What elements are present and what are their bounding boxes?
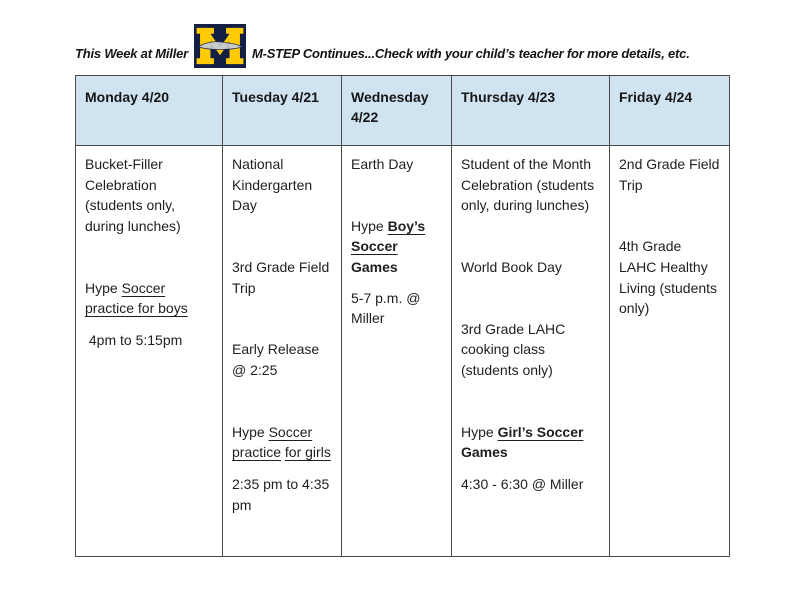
block-m-icon [194,24,246,68]
text-run: 3rd Grade Field Trip [232,258,330,296]
text-run: Earth Day [351,156,414,172]
event-paragraph [461,257,602,278]
event-paragraph [85,278,215,319]
day-header-1: Monday 4/20 [76,76,223,146]
title-left: This Week at Miller [75,46,188,61]
text-run: 4th Grade LAHC Healthy Living (students only) [619,238,718,317]
text-run: World Book Day [461,258,562,275]
day-cell-5 [610,146,730,557]
event-paragraph [461,319,602,381]
day-header-3: Wednesday 4/22 [342,76,452,146]
text-run: Games [461,444,508,461]
event-paragraph [619,236,722,318]
blank-space [232,381,334,422]
day-cell-2 [223,146,342,557]
blank-space [461,381,602,422]
event-paragraph [461,474,602,495]
text-run: 2nd Grade Field Trip [619,156,720,193]
event-paragraph [232,257,334,298]
event-paragraph [85,330,215,351]
events-row [76,146,730,557]
blank-space [85,236,215,277]
text-run: 2:35 pm to 4:35 pm [232,475,330,513]
blank-space [461,216,602,257]
text-run: Girl’s Soccer [497,423,584,440]
text-run: Early Release @ 2:25 [232,341,320,378]
blank-space [351,175,444,216]
event-paragraph [351,216,444,278]
event-paragraph [232,154,334,216]
text-run: Hype [85,279,122,296]
day-header-row [76,76,730,146]
event-paragraph [232,339,334,380]
text-run: National Kindergarten Day [232,156,313,214]
text-run: 3rd Grade LAHC cooking class (students only) [461,320,566,378]
day-cell-3 [342,146,452,557]
day-cell-1 [76,146,223,557]
text-run: 4:30 - 6:30 @ Miller [461,475,584,492]
day-header-2: Tuesday 4/21 [223,76,342,146]
text-run: practice [232,444,282,461]
week-schedule-table [75,75,730,557]
text-run: 4pm to 5:15pm [85,331,183,348]
text-run: 5-7 p.m. @ Miller [351,289,421,327]
event-paragraph [351,154,444,175]
text-run: Hype [351,217,388,234]
block-m-logo [194,24,246,68]
title-right: M-STEP Continues...Check with your child’s teacher for more details, etc. [252,46,690,61]
blank-space [232,298,334,339]
blank-space [619,195,722,236]
day-header-5: Friday 4/24 [610,76,730,146]
text-run: for girls [284,444,331,461]
text-run: Boy’s Soccer [351,217,426,255]
event-paragraph [461,154,602,216]
event-paragraph [351,288,444,329]
text-run: Soccer [268,423,313,440]
day-header-4: Thursday 4/23 [452,76,610,146]
event-paragraph [232,422,334,463]
event-paragraph [232,474,334,515]
title-row [75,22,690,68]
blank-space [232,216,334,257]
event-paragraph [461,422,602,463]
event-paragraph [85,154,215,236]
text-run: Hype [461,423,498,440]
text-run: Student of the Month Celebration (students only, during lunches) [461,156,595,214]
text-run: Bucket-Filler Celebration (students only, during lunches) [85,156,181,234]
text-run: Games [351,258,398,275]
event-paragraph [619,154,722,195]
day-cell-4 [452,146,610,557]
text-run: Soccer practice for boys [85,279,188,317]
blank-space [461,278,602,319]
text-run: Hype [232,423,269,440]
